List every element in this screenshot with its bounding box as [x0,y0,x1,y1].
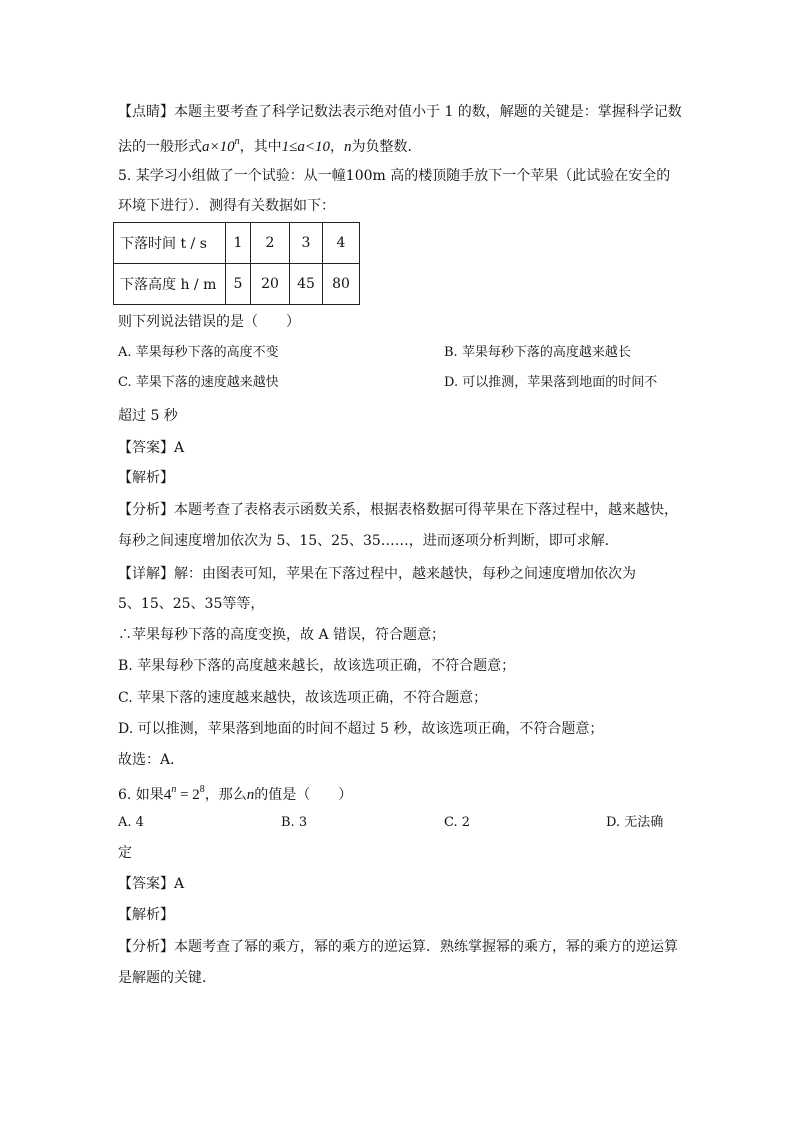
q6-analysis-title: 【解析】 [118,907,174,923]
table-cell: 1 [226,223,251,264]
q5-option-b: B. 苹果每秒下落的高度越来越长 [444,345,631,360]
q6-option-d: D. 无法确 [606,815,664,830]
q5-detail-line-4: B. 苹果每秒下落的高度越来越长，故该选项正确，不符合题意； [118,658,516,674]
q6-option-b: B. 3 [281,815,308,830]
sci-notation-formula: $a\times 10^n$ [202,136,240,155]
table-cell: 3 [290,223,323,264]
q5-stem-line-1: 5. 某学习小组做了一个试验：从一幢100m 高的楼顶随手放下一个苹果（此试验在安全的 [118,168,671,184]
range-condition: 1≤a<10 [281,139,330,155]
q6-equation: $4^n = 2^8$ [163,784,205,803]
q5-answer: 【答案】A [118,440,185,456]
q5-detail-line-7: 故选：A． [118,752,185,768]
q5-stem-line-2: 环境下进行）．测得有关数据如下： [118,198,335,214]
table-cell: 5 [226,264,251,305]
q6-analysis-line-2: 是解题的关键． [118,970,216,986]
q6-option-d-cont: 定 [118,845,132,861]
table-header-time: 下落时间 t / s [114,223,226,264]
q5-detail-line-1: 【详解】解：由图表可知，苹果在下落过程中，越来越快，每秒之间速度增加依次为 [118,566,636,582]
table-header-height: 下落高度 h / m [114,264,226,305]
q5-detail-line-3: ∴苹果每秒下落的高度变换，故 A 错误，符合题意； [118,627,446,643]
q6-answer: 【答案】A [118,876,185,892]
q5-analysis-title: 【解析】 [118,470,174,486]
q6-option-c: C. 2 [444,815,471,830]
q6-option-a: A. 4 [118,815,144,830]
tip-line-2: 法的一般形式$a\times 10^n$，其中1≤a<10，n为负整数． [118,136,422,155]
q6-stem: 6. 如果$4^n = 2^8$，那么n的值是（ ） [118,784,353,803]
table-row [114,264,360,305]
table-cell: 2 [251,223,290,264]
q5-detail-line-6: D. 可以推测，苹果落到地面的时间不超过 5 秒，故该选项正确，不符合题意； [118,721,604,737]
q5-detail-line-2: 5、15、25、35等等， [118,596,265,612]
q5-option-d: D. 可以推测，苹果落到地面的时间不 [444,375,658,390]
q5-detail-line-5: C. 苹果下落的速度越来越快，故该选项正确，不符合题意； [118,690,488,706]
table-row [114,223,360,264]
table-cell: 80 [323,264,360,305]
tip-line-1: 【点睛】本题主要考查了科学记数法表示绝对值小于 1 的数，解题的关键是：掌握科学记数 [118,104,682,120]
q5-analysis-line-1: 【分析】本题考查了表格表示函数关系，根据表格数据可得苹果在下落过程中，越来越快， [118,502,678,518]
q5-option-a: A. 苹果每秒下落的高度不变 [118,345,279,360]
table-cell: 45 [290,264,323,305]
q5-analysis-line-2: 每秒之间速度增加依次为 5、15、25、35……，进而逐项分析判断，即可求解． [118,533,619,549]
table-cell: 4 [323,223,360,264]
q5-option-c: C. 苹果下落的速度越来越快 [118,375,279,390]
q6-analysis-line-1: 【分析】本题考查了幂的乘方，幂的乘方的逆运算．熟练掌握幂的乘方，幂的乘方的逆运算 [118,939,678,955]
q5-option-d-cont: 超过 5 秒 [118,408,178,424]
table-cell: 20 [251,264,290,305]
q5-data-table [113,222,360,305]
q5-question: 则下列说法错误的是（ ） [118,314,300,330]
